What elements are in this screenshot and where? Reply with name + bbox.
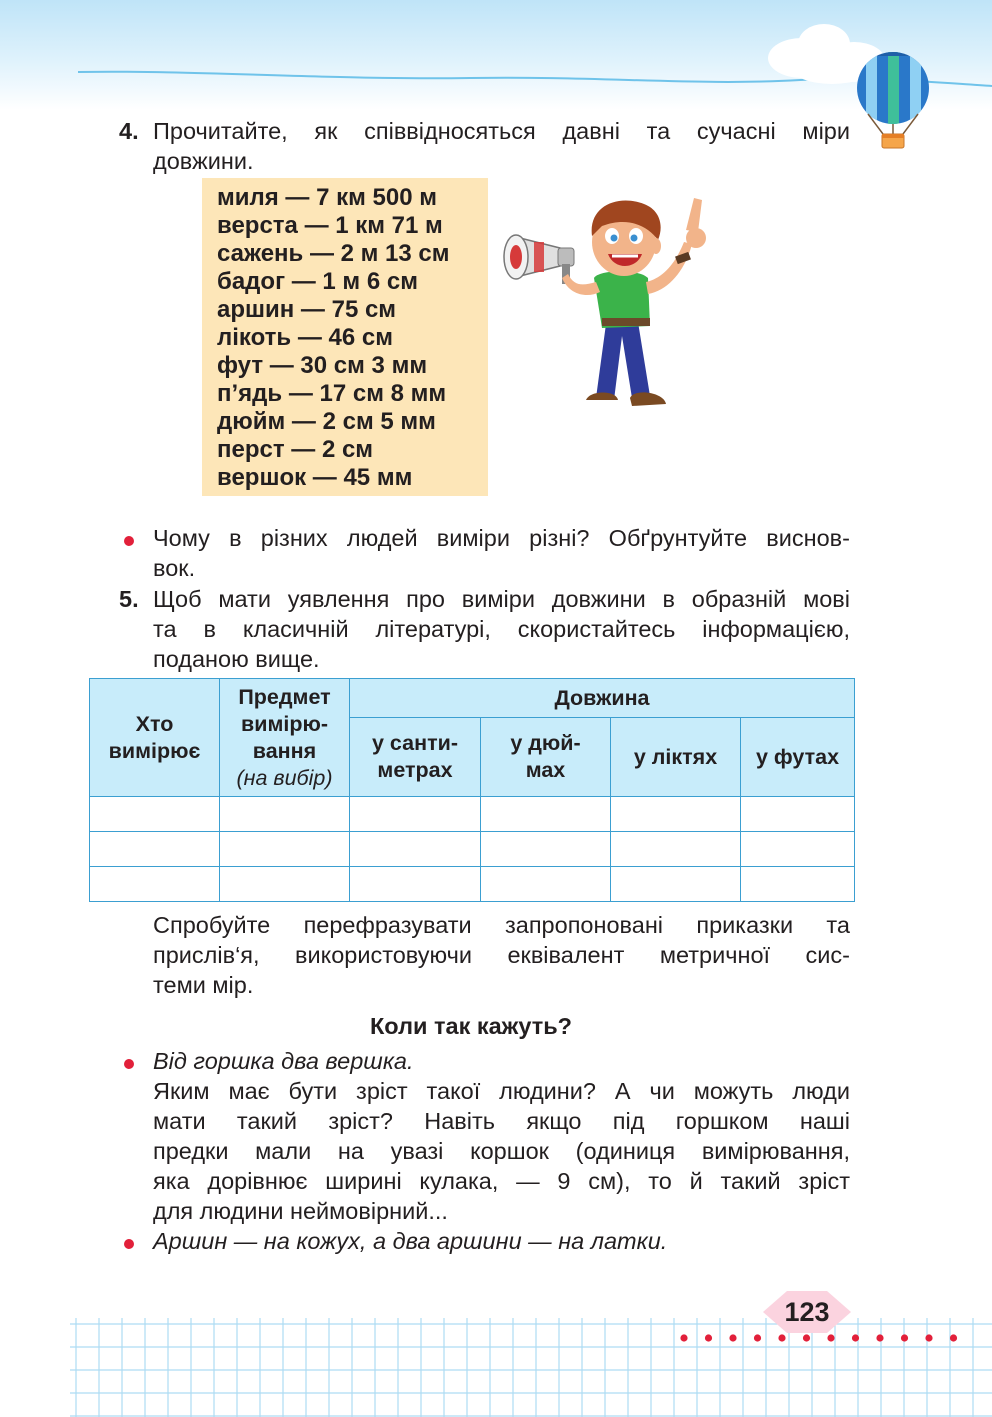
measurement-table: [89, 678, 855, 902]
measures-list: [202, 178, 488, 492]
paraphrase-line3: теми мір.: [153, 972, 254, 998]
task4-text-line1: Прочитайте, як співвідносяться давні та сучасні міри: [153, 118, 850, 144]
hot-air-balloon-icon: [852, 50, 934, 158]
table-cell[interactable]: [90, 832, 220, 867]
task5-line3: поданою вище.: [153, 646, 320, 672]
table-cell[interactable]: [611, 867, 741, 902]
table-cell[interactable]: [350, 867, 481, 902]
header-subject: Предмет вимірю- вання (на вибір): [220, 679, 350, 797]
saying1-line5: для людини неймовірний...: [153, 1198, 448, 1224]
question-line1: Чому в різних людей виміри різні? Обґрунтуйте виснов-: [153, 525, 850, 551]
header-inch: у дюй- мах: [481, 718, 611, 797]
measure-item: аршин — 75 см: [217, 296, 397, 323]
header-feet: у футах: [741, 718, 855, 797]
table-cell[interactable]: [350, 832, 481, 867]
table-cell[interactable]: [611, 797, 741, 832]
paraphrase-line2: прислів‘я, використовуючи еквівалент метричної сис-: [153, 942, 850, 968]
table-cell[interactable]: [220, 832, 350, 867]
table-cell[interactable]: [741, 797, 855, 832]
task5-line1: Щоб мати уявлення про виміри довжини в образній мові: [153, 586, 850, 612]
table-cell[interactable]: [90, 867, 220, 902]
table-row: [90, 797, 855, 832]
measure-item: п’ядь — 17 см 8 мм: [217, 380, 447, 407]
saying1-line1: Яким має бути зріст такої людини? А чи можуть люди: [153, 1078, 850, 1104]
bullet-icon: [124, 536, 134, 546]
header-length: Довжина: [350, 679, 855, 718]
table-row: [90, 867, 855, 902]
page-number: 123: [784, 1297, 830, 1327]
saying2: Аршин — на кожух, а два аршини — на латки.: [153, 1228, 668, 1254]
table-cell[interactable]: [350, 797, 481, 832]
table-cell[interactable]: [481, 832, 611, 867]
paraphrase-line1: Спробуйте перефразувати запропоновані приказки та: [153, 912, 850, 938]
saying1-line3: предки мали на увазі коршок (одиниця вимірювання,: [153, 1138, 850, 1164]
table-cell[interactable]: [220, 867, 350, 902]
bullet-icon: [124, 1239, 134, 1249]
task-number-4: 4.: [119, 118, 139, 144]
measure-item: фут — 30 см 3 мм: [217, 352, 428, 379]
saying1-line4: яка дорівнює ширині кулака, — 9 см), то й такий зріст: [153, 1168, 850, 1194]
saying1-title: Від горшка два вершка.: [153, 1048, 414, 1074]
measure-item: перст — 2 см: [217, 436, 374, 463]
bullet-icon: [124, 1059, 134, 1069]
table-cell[interactable]: [481, 797, 611, 832]
saying1-line2: мати такий зріст? Навіть якщо під горшком наші: [153, 1108, 850, 1134]
table-cell[interactable]: [741, 832, 855, 867]
megaphone-icon: [504, 235, 574, 284]
table-cell[interactable]: [481, 867, 611, 902]
header-cm: у санти- метрах: [350, 718, 481, 797]
question-line2: вок.: [153, 555, 196, 581]
section-heading: Коли так кажуть?: [369, 1013, 573, 1039]
task5-line2: та в класичній літературі, скористайтесь інформацією,: [153, 616, 850, 642]
header-who: Хто вимірює: [90, 679, 220, 797]
measure-item: бадог — 1 м 6 см: [217, 268, 418, 295]
table-cell[interactable]: [220, 797, 350, 832]
measures-box: [202, 178, 488, 496]
task4-text-line2: довжини.: [153, 148, 254, 174]
table-cell[interactable]: [741, 867, 855, 902]
measure-item: верста — 1 км 71 м: [217, 212, 443, 239]
header-elbow: у ліктях: [611, 718, 741, 797]
dotted-line-decoration: [676, 1330, 966, 1346]
measure-item: вершок — 45 мм: [217, 464, 413, 491]
task-number-5: 5.: [119, 586, 139, 612]
table-cell[interactable]: [611, 832, 741, 867]
table-row: [90, 832, 855, 867]
measure-item: дюйм — 2 см 5 мм: [217, 408, 436, 435]
table-cell[interactable]: [90, 797, 220, 832]
measure-item: миля — 7 км 500 м: [217, 184, 438, 211]
measure-item: лікоть — 46 см: [217, 324, 393, 351]
boy-with-megaphone-illustration: [498, 186, 728, 426]
measure-item: сажень — 2 м 13 см: [217, 240, 450, 267]
